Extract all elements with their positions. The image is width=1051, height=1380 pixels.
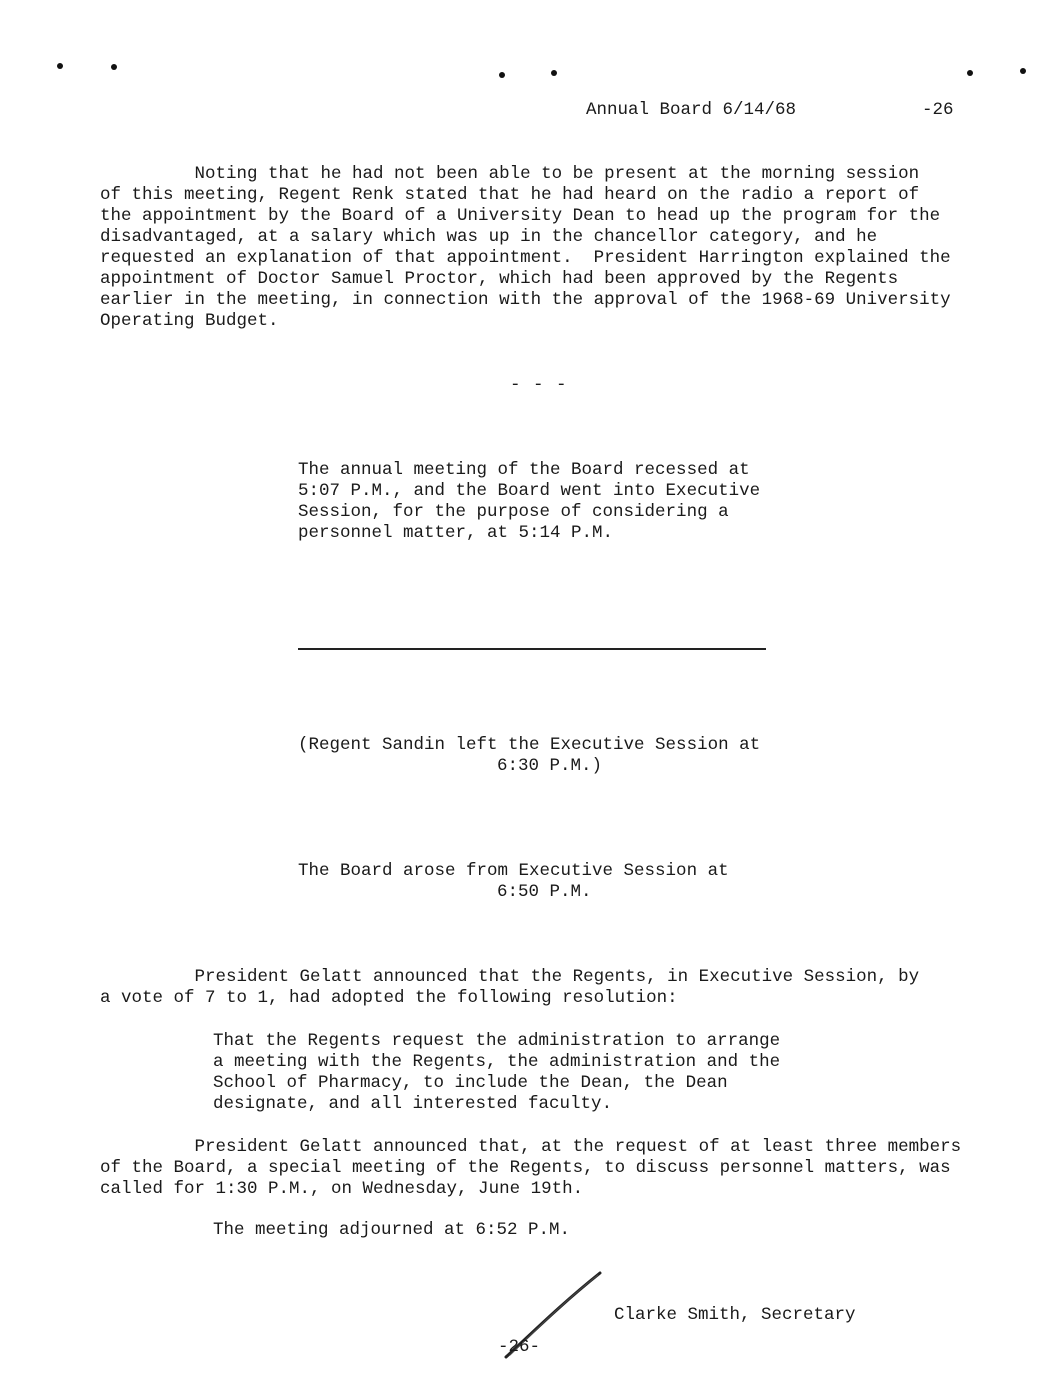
text-line: the appointment by the Board of a University Dean to head up the program for the (100, 206, 941, 226)
adjourned-line: The meeting adjourned at 6:52 P.M. (213, 1220, 571, 1240)
text-line: a vote of 7 to 1, had adopted the following resolution: (100, 988, 678, 1008)
text-line: School of Pharmacy, to include the Dean, the Dean (213, 1073, 728, 1093)
text-line: (Regent Sandin left the Executive Session at (298, 735, 761, 755)
text-line: personnel matter, at 5:14 P.M. (298, 523, 614, 543)
text-line: President Gelatt announced that, at the request of at least three members (100, 1137, 962, 1157)
signatory-name: Clarke Smith, Secretary (614, 1305, 856, 1325)
binder-mark (57, 63, 63, 69)
section-separator: - - - (510, 375, 568, 395)
text-line: disadvantaged, at a salary which was up in the chancellor category, and he (100, 227, 878, 247)
text-line: called for 1:30 P.M., on Wednesday, June 19th. (100, 1179, 584, 1199)
text-line: of the Board, a special meeting of the Regents, to discuss personnel matters, was (100, 1158, 951, 1178)
text-line: Session, for the purpose of considering a (298, 502, 729, 522)
header-title: Annual Board 6/14/68 (586, 100, 797, 120)
text-line: The annual meeting of the Board recessed at (298, 460, 750, 480)
text-line: a meeting with the Regents, the administration and the (213, 1052, 781, 1072)
text-line: requested an explanation of that appointment. President Harrington explained the (100, 248, 951, 268)
text-line: 6:50 P.M. (497, 882, 592, 902)
text-line: designate, and all interested faculty. (213, 1094, 613, 1114)
text-line: of this meeting, Regent Renk stated that he had heard on the radio a report of (100, 185, 920, 205)
text-line: Noting that he had not been able to be present at the morning session (100, 164, 920, 184)
binder-mark (551, 70, 557, 76)
text-line: 6:30 P.M.) (497, 756, 603, 776)
binder-mark (1020, 68, 1026, 74)
header-page-ref: -26 (922, 100, 954, 120)
binder-mark (111, 64, 117, 70)
text-line: That the Regents request the administration to arrange (213, 1031, 781, 1051)
text-line: President Gelatt announced that the Regents, in Executive Session, by (100, 967, 920, 987)
text-line: earlier in the meeting, in connection with the approval of the 1968-69 University (100, 290, 951, 310)
binder-mark (499, 72, 505, 78)
text-line: 5:07 P.M., and the Board went into Executive (298, 481, 761, 501)
text-line: appointment of Doctor Samuel Proctor, which had been approved by the Regents (100, 269, 899, 289)
binder-mark (967, 70, 973, 76)
horizontal-rule (298, 648, 766, 650)
footer-page-number: -26- (498, 1337, 541, 1357)
text-line: Operating Budget. (100, 311, 279, 331)
text-line: The Board arose from Executive Session at (298, 861, 729, 881)
